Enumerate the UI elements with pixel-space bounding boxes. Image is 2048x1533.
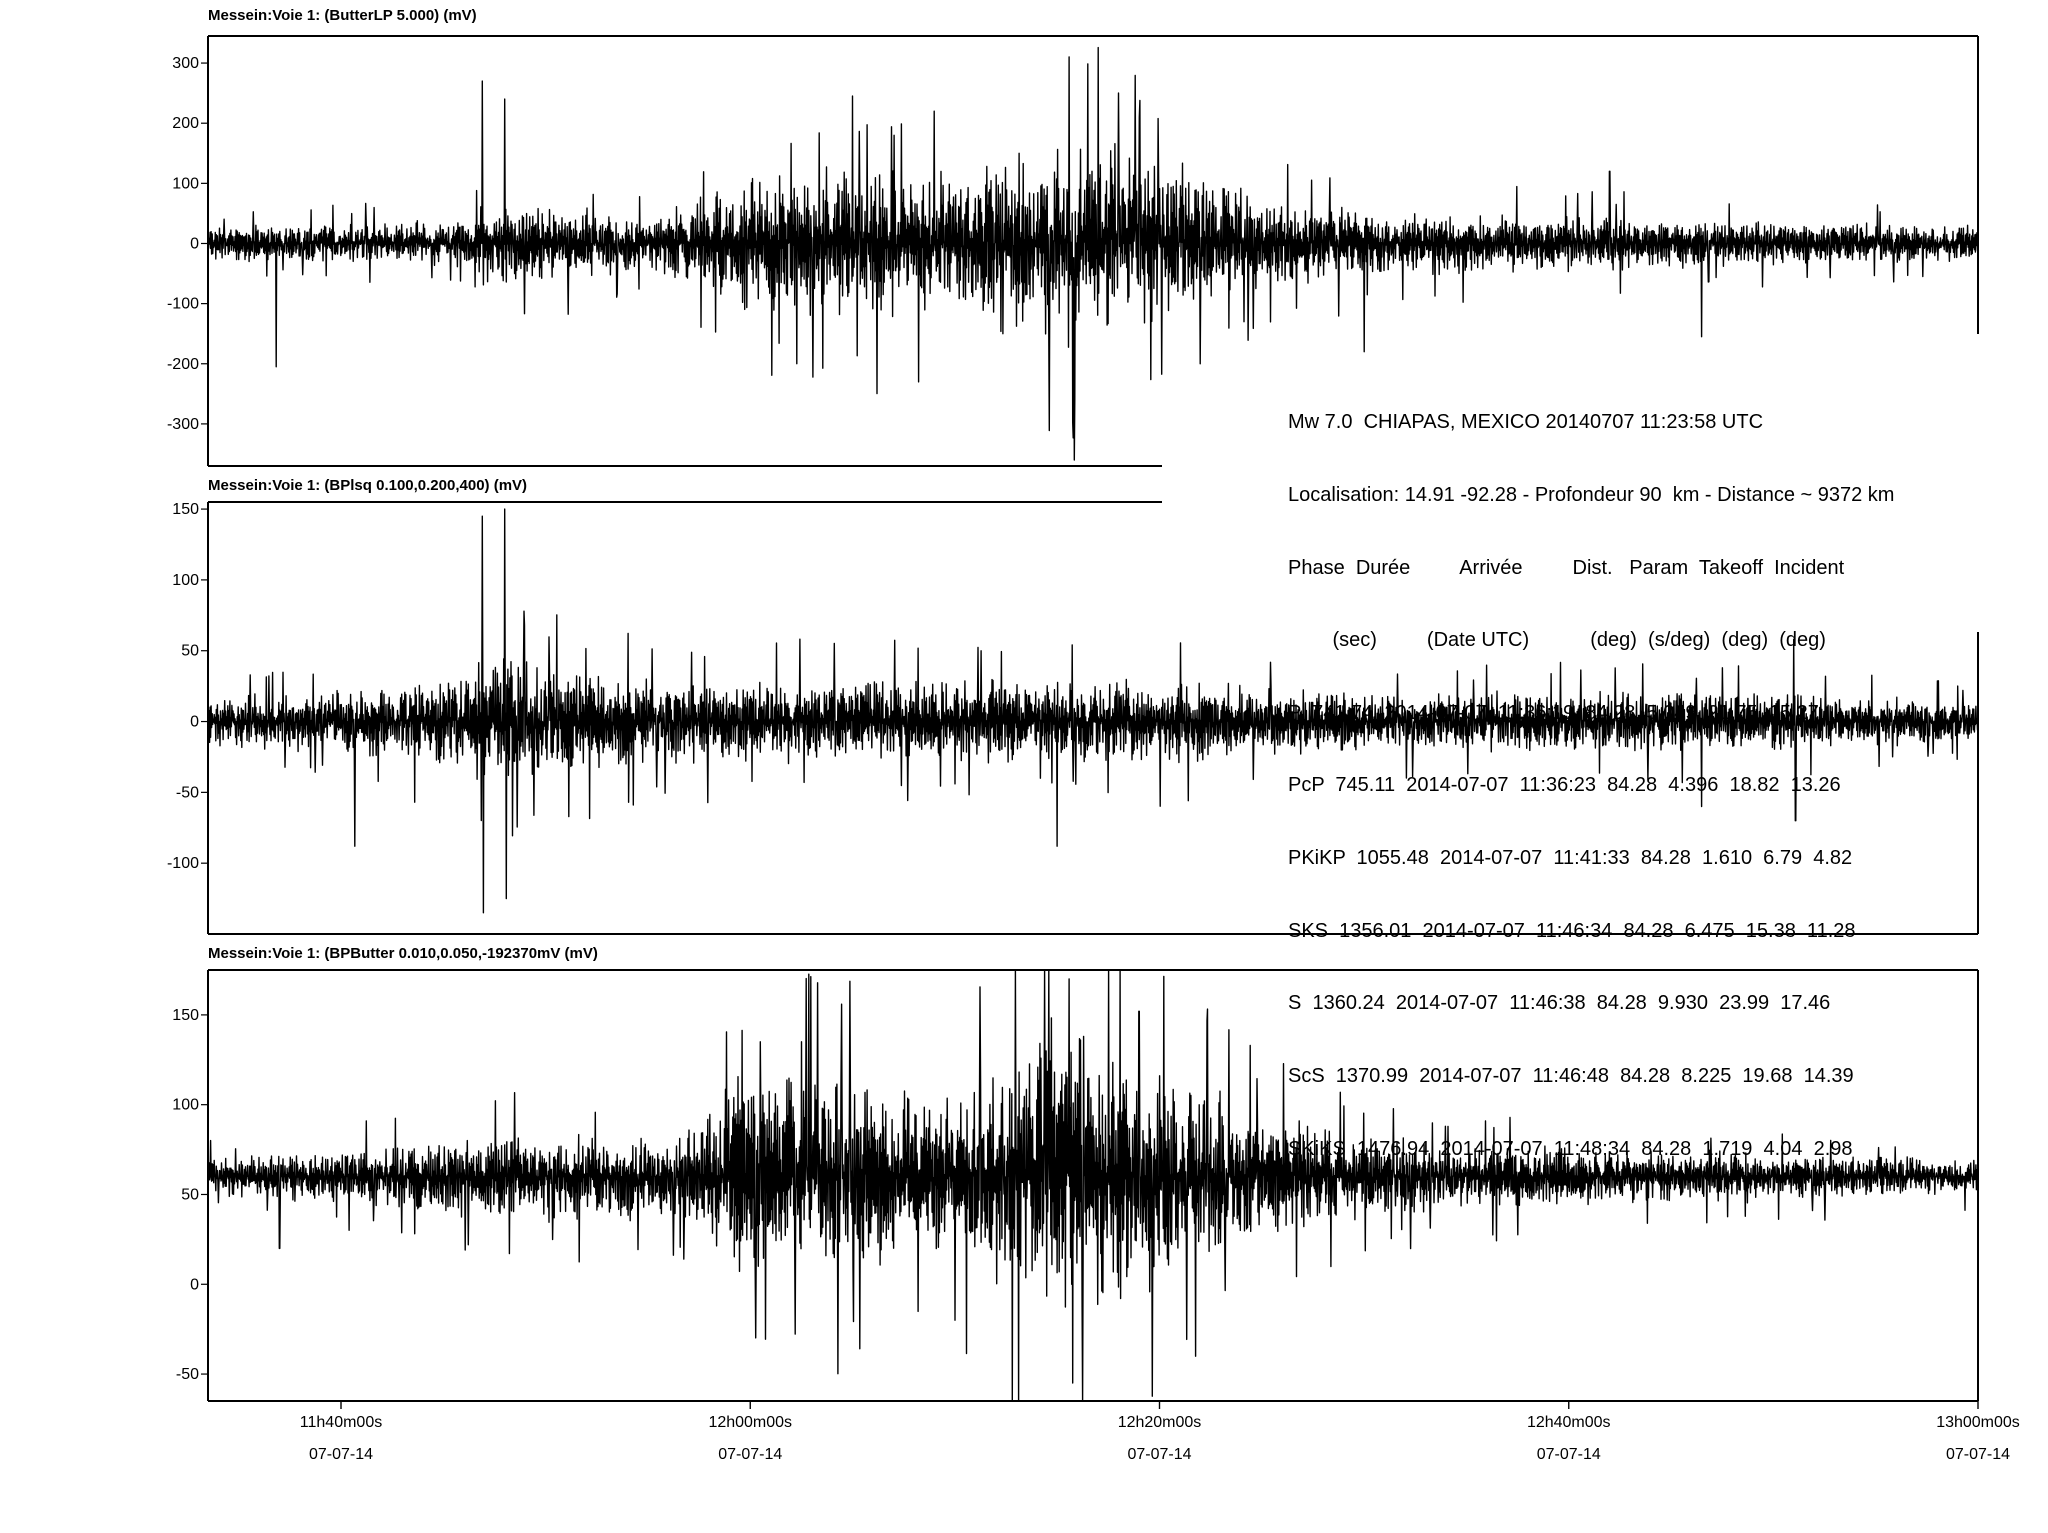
x-tick-label: 12h00m00s (708, 1414, 793, 1431)
y-tick-label: -300 (166, 415, 199, 433)
y-tick-label: 50 (181, 1186, 199, 1204)
y-tick-label: -200 (166, 355, 199, 373)
phase-row-p: P 741.74 2014-07-07 11:36:19 84.28 5.049 21.75 15.27 (1288, 701, 1819, 724)
phase-row-s: S 1360.24 2014-07-07 11:46:38 84.28 9.930 23.99 17.46 (1288, 992, 1831, 1015)
x-tick-date: 07-07-14 (1536, 1446, 1601, 1463)
event-info-box (1288, 360, 1968, 1160)
y-tick-label: -100 (166, 855, 199, 873)
x-tick-date: 07-07-14 (1945, 1446, 2011, 1463)
y-tick-label: 0 (190, 1276, 199, 1294)
phase-table-header: Phase Durée Arrivée Dist. Param Takeoff Incident (1288, 556, 1845, 579)
y-tick-label: 100 (172, 1096, 199, 1114)
panel-title: Messein:Voie 1: (BPlsq 0.100,0.200,400) (mV) (208, 477, 528, 494)
y-tick-label: 100 (172, 571, 199, 589)
x-tick-label: 13h00m00s (1936, 1414, 2020, 1431)
y-tick-label: -50 (175, 1366, 199, 1384)
phase-row-sks: SKS 1356.01 2014-07-07 11:46:34 84.28 6.475 15.38 11.28 (1288, 919, 1856, 942)
y-tick-label: 0 (190, 235, 199, 253)
x-tick-date: 07-07-14 (1127, 1446, 1192, 1463)
x-tick-date: 07-07-14 (308, 1446, 374, 1463)
x-tick-date: 07-07-14 (718, 1446, 783, 1463)
phase-row-skiks: SKiKS 1476.94 2014-07-07 11:48:34 84.28 1.719 4.04 2.98 (1288, 1137, 1853, 1160)
y-tick-label: 150 (172, 1006, 199, 1024)
y-tick-label: 300 (172, 55, 199, 73)
panel-title: Messein:Voie 1: (BPButter 0.010,0.050,-192370mV (mV) (208, 945, 598, 962)
y-tick-label: -100 (166, 295, 199, 313)
event-location: Localisation: 14.91 -92.28 - Profondeur 90 km - Distance ~ 9372 km (1288, 484, 1895, 507)
y-tick-label: 150 (172, 501, 199, 519)
x-tick-label: 12h40m00s (1526, 1414, 1611, 1431)
phase-row-pkikp: PKiKP 1055.48 2014-07-07 11:41:33 84.28 1.610 6.79 4.82 (1288, 847, 1853, 870)
y-tick-label: 0 (190, 713, 199, 731)
y-tick-label: -50 (175, 784, 199, 802)
phase-table-units: (sec) (Date UTC) (deg) (s/deg) (deg) (deg) (1288, 629, 1826, 652)
panel-title: Messein:Voie 1: (ButterLP 5.000) (mV) (208, 7, 477, 24)
y-tick-label: 100 (172, 175, 199, 193)
event-header: Mw 7.0 CHIAPAS, MEXICO 20140707 11:23:58 UTC (1288, 411, 1764, 434)
x-tick-label: 11h40m00s (299, 1414, 383, 1431)
phase-row-scs: ScS 1370.99 2014-07-07 11:46:48 84.28 8.225 19.68 14.39 (1288, 1064, 1854, 1087)
y-tick-label: 50 (181, 642, 199, 660)
phase-row-pcp: PcP 745.11 2014-07-07 11:36:23 84.28 4.396 18.82 13.26 (1288, 774, 1841, 797)
y-tick-label: 200 (172, 115, 199, 133)
x-tick-label: 12h20m00s (1117, 1414, 1202, 1431)
